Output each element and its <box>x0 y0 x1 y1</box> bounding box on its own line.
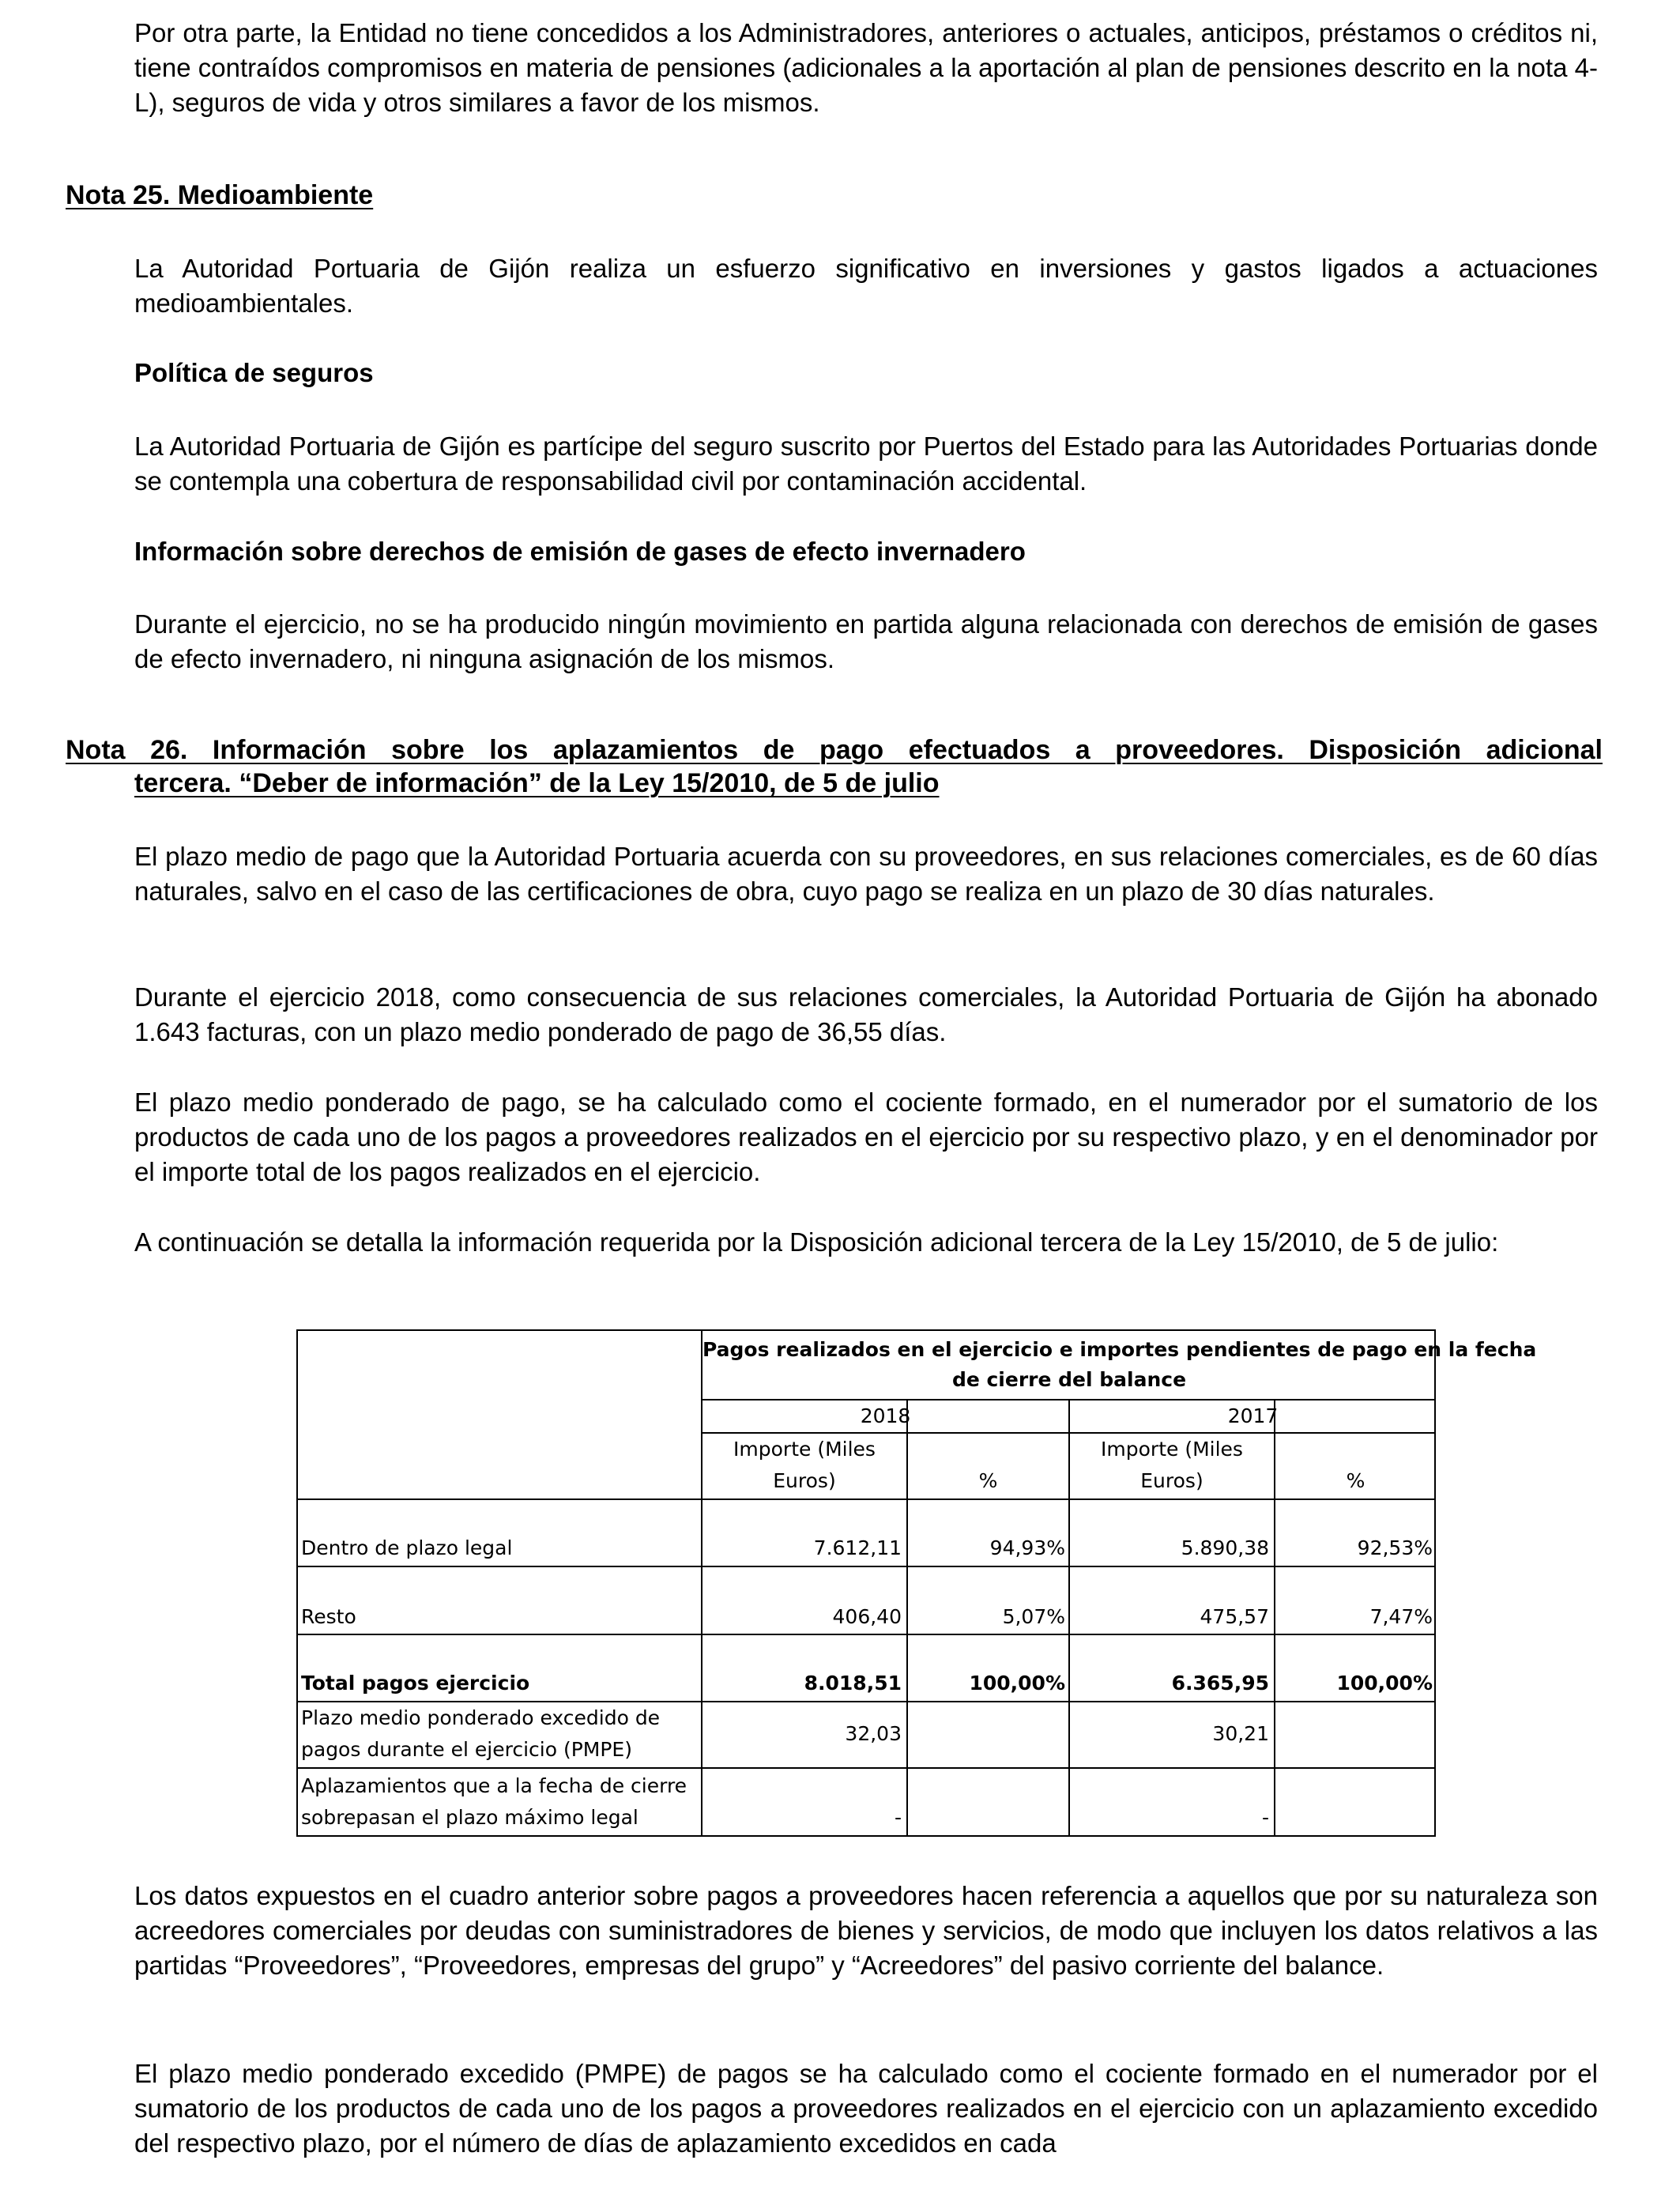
row-dentro-plazo-label: Dentro de plazo legal <box>301 1536 513 1559</box>
row-aplaz-2018: - <box>894 1806 902 1829</box>
row-pmpe-label-line1: Plazo medio ponderado excedido de <box>301 1706 661 1729</box>
row-dentro-plazo-v2018: 7.612,11 <box>813 1536 902 1559</box>
paragraph-datos-expuestos: Los datos expuestos en el cuadro anterior sobre pagos a proveedores hacen referencia a aquellos que por su naturaleza son acreedores comerciales por deudas con suministradores de bienes y servicios, de modo que incluyen los datos relativos a las partidas “Proveedores”, “Proveedores, empresas del grupo” y “Acreedores” del pasivo corriente del balance. <box>134 1881 1598 1980</box>
row-pmpe-2017: 30,21 <box>1212 1722 1269 1745</box>
year-2018: 2018 <box>860 1404 911 1427</box>
paragraph-gases: Durante el ejercicio, no se ha producido ningún movimiento en partida alguna relacionada con derechos de emisión de gases de efecto invernadero, ni ninguna asignación de los mismos. <box>134 609 1598 673</box>
pct-2017-header: % <box>1346 1469 1365 1492</box>
heading-politica-seguros: Política de seguros <box>134 358 374 387</box>
row-dentro-plazo-p2017: 92,53% <box>1357 1536 1433 1559</box>
row-aplaz-2017: - <box>1261 1806 1269 1829</box>
row-pmpe-2018: 32,03 <box>845 1722 902 1745</box>
row-total-v2018: 8.018,51 <box>804 1672 902 1695</box>
row-resto-p2018: 5,07% <box>1002 1605 1065 1628</box>
paragraph-administradores: Por otra parte, la Entidad no tiene concedidos a los Administradores, anteriores o actuales, anticipos, préstamos o créditos ni, tiene contraídos compromisos en materia de pensiones (adicionales a la aportación al plan de pensiones descrito en la nota 4-L), seguros de vida y otros similares a favor de los mismos. <box>134 18 1598 117</box>
row-aplaz-label-line2: sobrepasan el plazo máximo legal <box>301 1806 638 1829</box>
row-total-p2018: 100,00% <box>969 1672 1065 1695</box>
note-26-title-line2: tercera. “Deber de información” de la Ley 15/2010, de 5 de julio <box>134 768 940 798</box>
paragraph-ejercicio-2018: Durante el ejercicio 2018, como consecuencia de sus relaciones comerciales, la Autoridad Portuaria de Gijón ha abonado 1.643 facturas, con un plazo medio ponderado de pago de 36,55 días. <box>134 982 1598 1046</box>
note-25-title: Nota 25. Medioambiente <box>66 180 374 210</box>
importe-2018-line2: Euros) <box>773 1469 836 1492</box>
row-pmpe-label-line2: pagos durante el ejercicio (PMPE) <box>301 1738 632 1761</box>
row-resto-p2017: 7,47% <box>1369 1605 1433 1628</box>
row-aplaz-label-line1: Aplazamientos que a la fecha de cierre <box>301 1774 687 1797</box>
year-2017: 2017 <box>1227 1404 1279 1427</box>
row-resto-v2017: 475,57 <box>1200 1605 1269 1628</box>
paragraph-calculo-plazo: El plazo medio ponderado de pago, se ha calculado como el cociente formado, en el numerador por el sumatorio de los productos de cada uno de los pagos a proveedores realizados en el ejercicio por su respectivo plazo, y en el denominador por el importe total de los pagos realizados en el ejercicio. <box>134 1088 1598 1186</box>
row-total-label: Total pagos ejercicio <box>301 1672 530 1695</box>
row-total-v2017: 6.365,95 <box>1171 1672 1269 1695</box>
table-header-line2: de cierre del balance <box>951 1368 1187 1391</box>
pct-2018-header: % <box>978 1469 998 1492</box>
row-total-p2017: 100,00% <box>1336 1672 1433 1695</box>
importe-2017-line1: Importe (Miles <box>1101 1438 1243 1461</box>
row-resto-v2018: 406,40 <box>832 1605 902 1628</box>
row-resto-label: Resto <box>301 1605 356 1628</box>
note-26-title-line1: Nota 26. Información sobre los aplazamientos de pago efectuados a proveedores. Disposición adicional <box>66 735 1603 765</box>
importe-2018-line1: Importe (Miles <box>733 1438 876 1461</box>
row-dentro-plazo-p2018: 94,93% <box>989 1536 1065 1559</box>
heading-derechos-emision: Información sobre derechos de emisión de gases de efecto invernadero <box>134 537 1026 566</box>
paragraph-seguros: La Autoridad Portuaria de Gijón es partícipe del seguro suscrito por Puertos del Estado para las Autoridades Portuarias donde se contempla una cobertura de responsabilidad civil por contaminación accidental. <box>134 432 1598 496</box>
paragraph-pmpe: El plazo medio ponderado excedido (PMPE) de pagos se ha calculado como el cociente formado en el numerador por el sumatorio de los productos de cada uno de los pagos a proveedores realizados en el ejercicio con un aplazamiento excedido del respectivo plazo, por el número de días de aplazamiento excedidos en cada <box>134 2059 1598 2158</box>
table-header-line1: Pagos realizados en el ejercicio e importes pendientes de pago en la fecha <box>703 1338 1537 1361</box>
paragraph-plazo-medio: El plazo medio de pago que la Autoridad Portuaria acuerda con su proveedores, en sus relaciones comerciales, es de 60 días naturales, salvo en el caso de las certificaciones de obra, cuyo pago se realiza en un plazo de 30 días naturales. <box>134 842 1598 906</box>
note-26-title <box>66 733 1603 800</box>
payments-table <box>296 1329 1537 1837</box>
importe-2017-line2: Euros) <box>1140 1469 1203 1492</box>
paragraph-continuacion: A continuación se detalla la información requerida por la Disposición adicional tercera de la Ley 15/2010, de 5 de julio: <box>134 1227 1499 1257</box>
row-dentro-plazo-v2017: 5.890,38 <box>1181 1536 1269 1559</box>
paragraph-medioambiente: La Autoridad Portuaria de Gijón realiza un esfuerzo significativo en inversiones y gastos ligados a actuaciones medioambientales. <box>134 254 1598 318</box>
